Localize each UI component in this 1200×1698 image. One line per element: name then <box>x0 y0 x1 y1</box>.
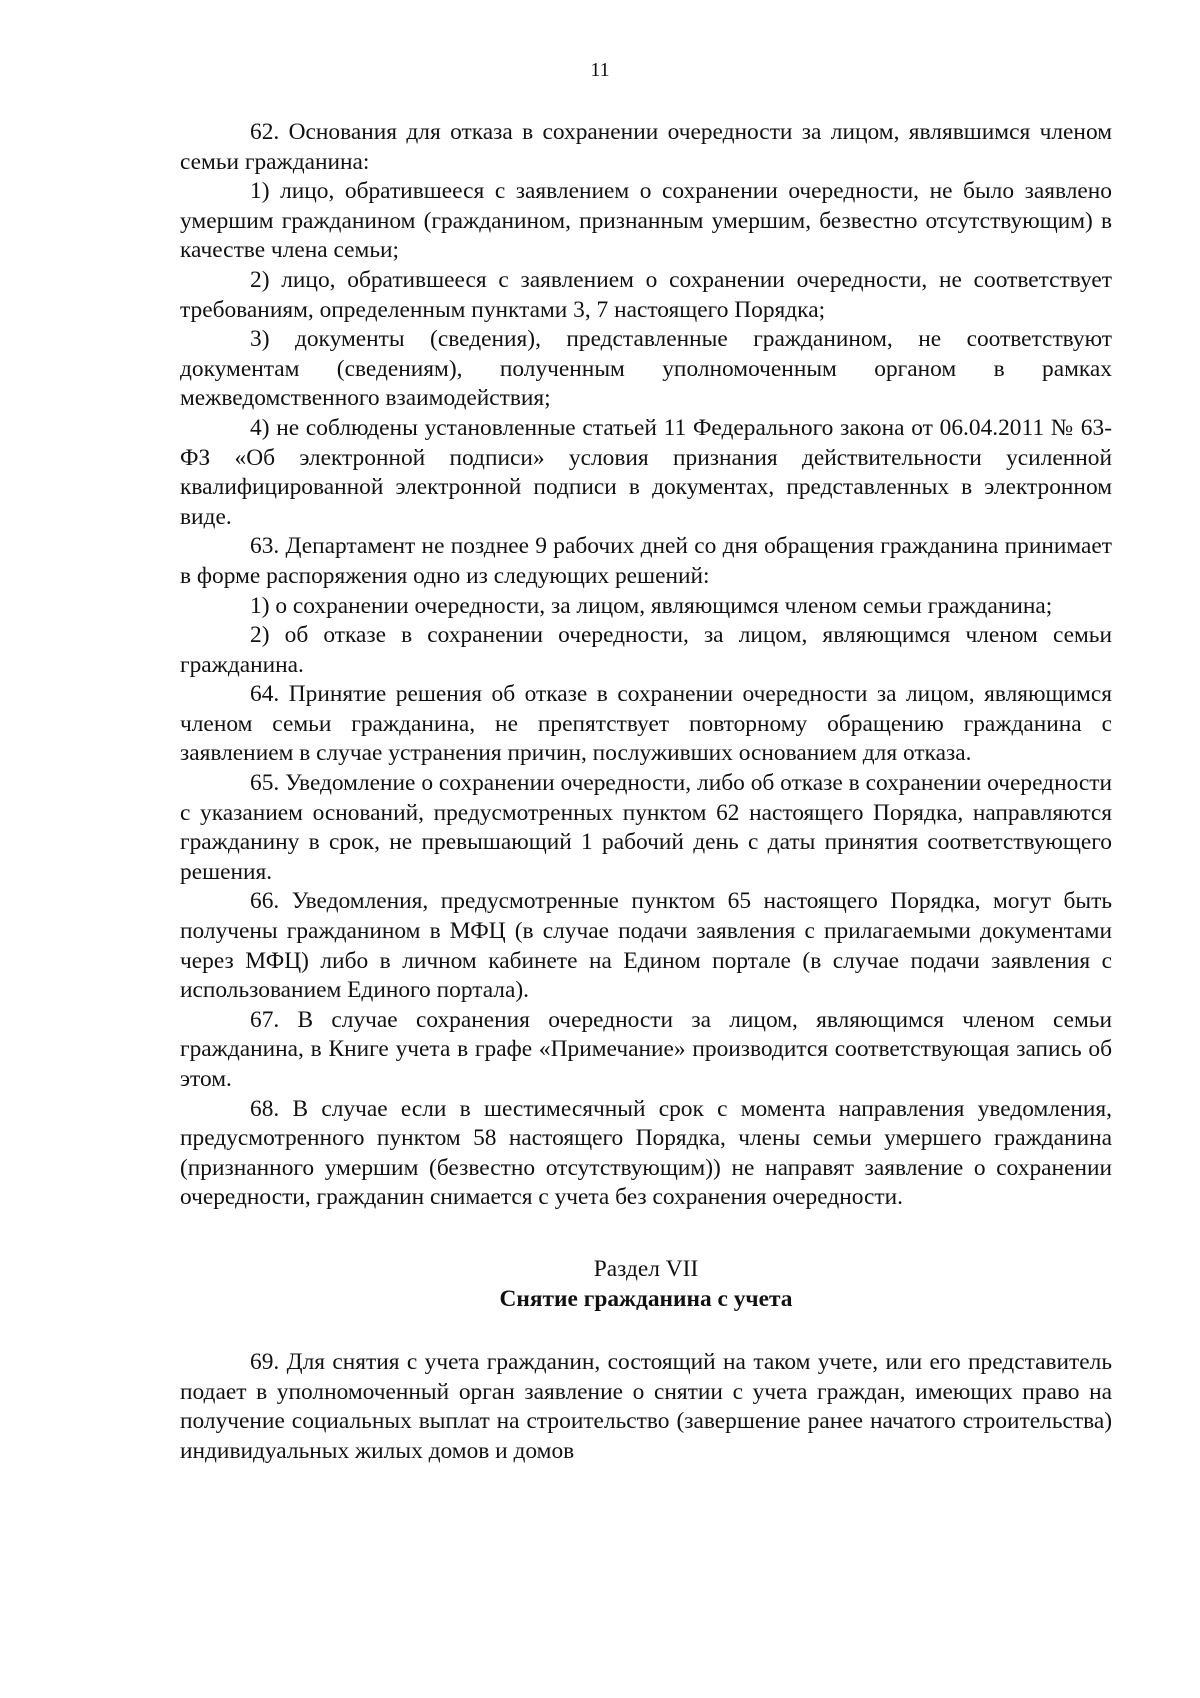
paragraph-67: 67. В случае сохранения очередности за лицом, являющимся членом семьи гражданина, в Книге учета в графе «Примечание» производится соответствующая запись об этом. <box>180 1006 1112 1092</box>
paragraph-65: 65. Уведомление о сохранении очередности, либо об отказе в сохранении очередности с указанием оснований, предусмотренных пунктом 62 настоящего Порядка, направляются гражданину в срок, не превышающий 1 рабочий день с даты принятия соответствующего решения. <box>180 770 1112 885</box>
paragraph-63-item-2: 2) об отказе в сохранении очередности, за лицом, являющимся членом семьи гражданина. <box>180 622 1112 678</box>
paragraph-68: 68. В случае если в шестимесячный срок с момента направления уведомления, предусмотренного пунктом 58 настоящего Порядка, члены семьи умершего гражданина (признанного умершим (безвестно отсутствующим)) не направят заявление о сохранении очередности, гражданин снимается с учета без сохранения очередности. <box>180 1095 1112 1211</box>
paragraph-63-item-1: 1) о сохранении очередности, за лицом, являющимся членом семьи гражданина; <box>250 592 1053 619</box>
paragraph-62-item-4: 4) не соблюдены установленные статьей 11 Федерального закона от 06.04.2011 № 63-ФЗ «Об электронной подписи» условия признания действительности усиленной квалифицированной электронной подписи в документах, представленных в электронном виде. <box>180 414 1112 530</box>
paragraph-66: 66. Уведомления, предусмотренные пунктом 65 настоящего Порядка, могут быть получены гражданином в МФЦ (в случае подачи заявления с прилагаемыми документами через МФЦ) либо в личном кабинете на Едином портале (в случае подачи заявления с использованием Единого портала). <box>180 888 1112 1004</box>
paragraph-62-item-1: 1) лицо, обратившееся с заявлением о сохранении очередности, не было заявлено умершим гражданином (гражданином, признанным умершим, безвестно отсутствующим) в качестве члена семьи; <box>180 178 1112 264</box>
paragraph-69: 69. Для снятия с учета гражданин, состоящий на таком учете, или его представитель подает в уполномоченный орган заявление о снятии с учета граждан, имеющих право на получение социальных выплат на строительство (завершение ранее начатого строительства) индивидуальных жилых домов и домов <box>180 1349 1112 1464</box>
section-number: Раздел VII <box>593 1255 699 1282</box>
page-number: 11 <box>590 59 610 81</box>
paragraph-62-item-3: 3) документы (сведения), представленные гражданином, не соответствуют документам (сведениям), полученным уполномоченным органом в рамках межведомственного взаимодействия; <box>180 326 1112 412</box>
paragraph-64: 64. Принятие решения об отказе в сохранении очередности за лицом, являющимся членом семьи гражданина, не препятствует повторному обращению гражданина с заявлением в случае устранения причин, послуживших основанием для отказа. <box>180 681 1112 767</box>
paragraph-62-item-2: 2) лицо, обратившееся с заявлением о сохранении очередности, не соответствует требованиям, определенным пунктами 3, 7 настоящего Порядка; <box>180 266 1112 323</box>
paragraph-62: 62. Основания для отказа в сохранении очередности за лицом, являвшимся членом семьи гражданина: <box>180 119 1112 175</box>
section-title: Снятие гражданина с учета <box>499 1285 793 1312</box>
document-body <box>180 118 1112 1467</box>
paragraph-63: 63. Департамент не позднее 9 рабочих дней со дня обращения гражданина принимает в форме распоряжения одно из следующих решений: <box>180 533 1112 589</box>
